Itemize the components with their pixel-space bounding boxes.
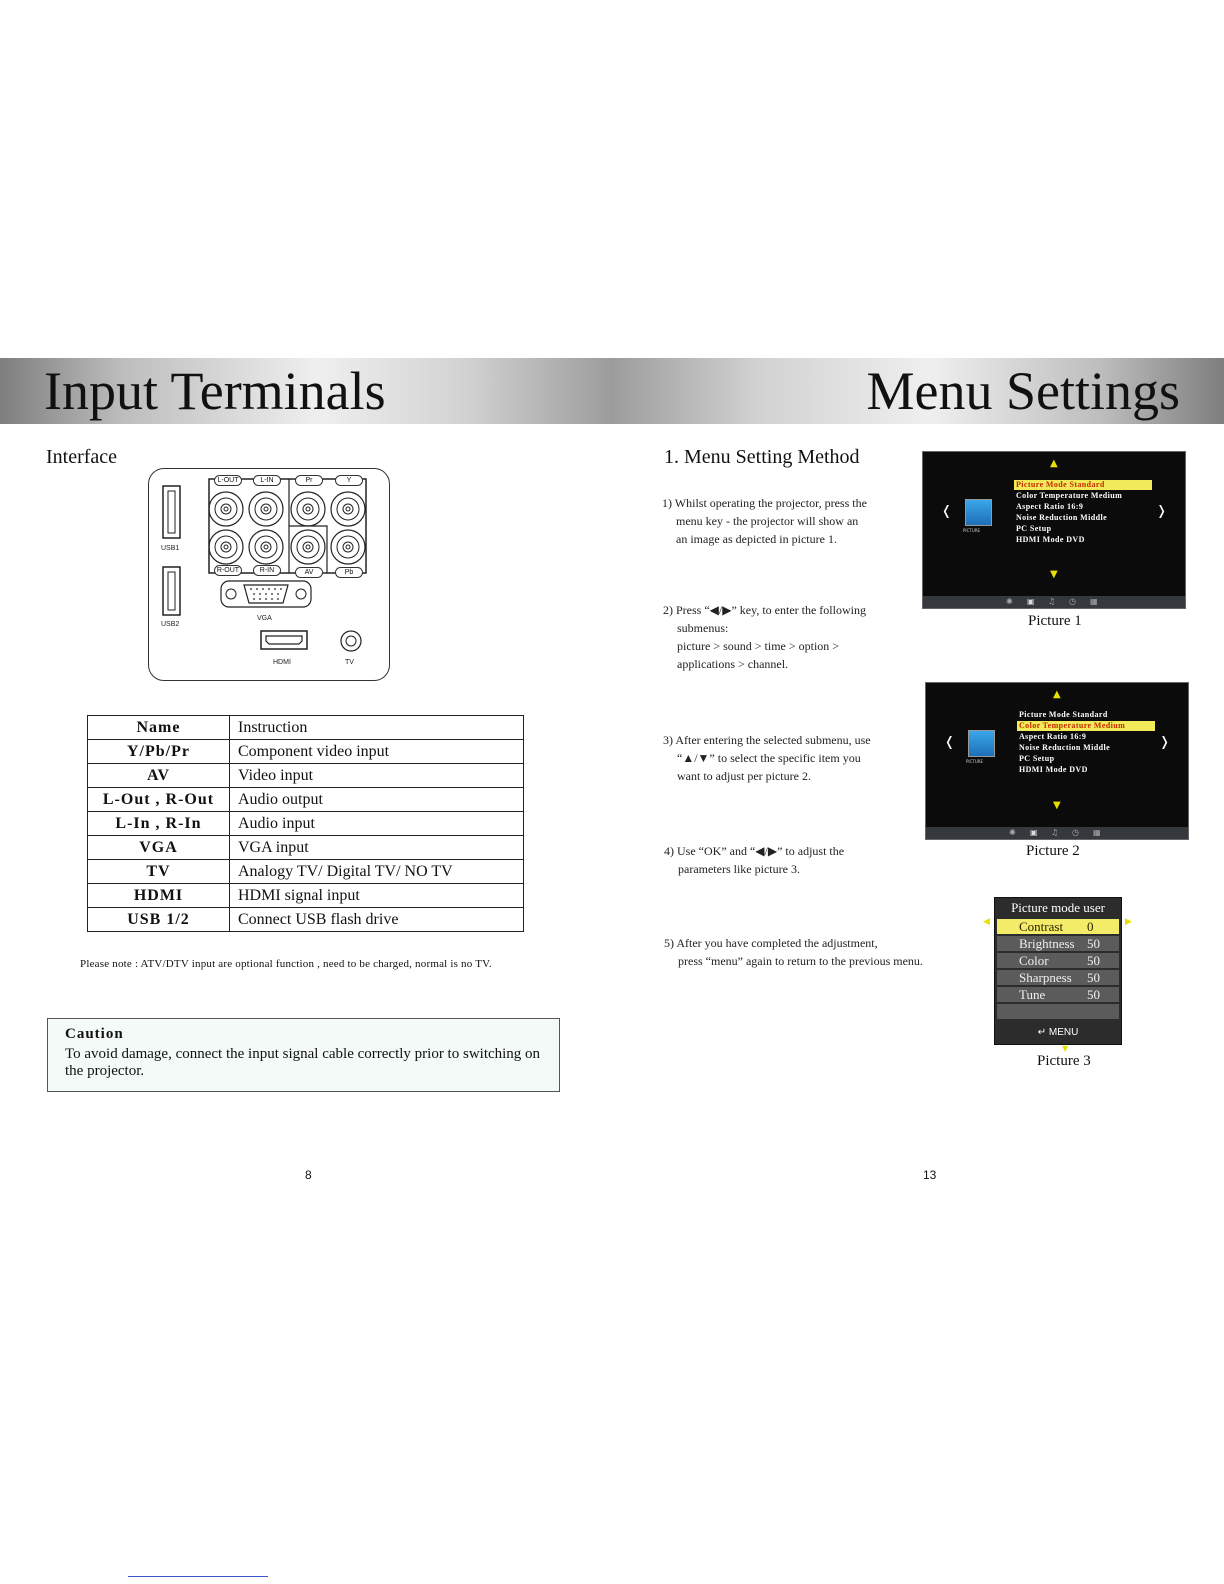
- jack-label-r-in: R-IN: [253, 565, 281, 576]
- sun-icon: ✺: [1006, 597, 1013, 606]
- table-header-instruction: Instruction: [230, 716, 524, 740]
- picture-tab-icon: ▣: [1027, 597, 1035, 606]
- table-row: [88, 860, 524, 884]
- sun-icon: ✺: [1009, 828, 1016, 837]
- step-1-line-2: menu key - the projector will show an: [676, 514, 859, 528]
- usb1-port-icon: [163, 486, 180, 538]
- picture-2-caption: Picture 2: [1026, 843, 1080, 859]
- right-page-title: Menu Settings: [866, 361, 1180, 421]
- picture-3-caption: Picture 3: [1037, 1053, 1091, 1069]
- caution-box: [47, 1018, 560, 1092]
- hdmi-label: HDMI: [273, 659, 291, 666]
- option-tab-icon: ▦: [1093, 828, 1101, 837]
- step-3-line-3: want to adjust per picture 2.: [677, 769, 811, 783]
- step-4-line-2: parameters like picture 3.: [678, 862, 800, 876]
- setting-value: 0: [1087, 919, 1094, 934]
- step-1-line-3: an image as depicted in picture 1.: [676, 532, 837, 546]
- table-cell-instruction: Component video input: [230, 740, 524, 764]
- picture-1-caption: Picture 1: [1028, 613, 1082, 629]
- table-row: [88, 836, 524, 860]
- menu-item: Color Temperature Medium: [1016, 491, 1123, 500]
- down-arrow-icon: ▼: [1053, 800, 1061, 811]
- caution-text: To avoid damage, connect the input signal cable correctly prior to switching on the projector.: [65, 1046, 541, 1079]
- menu-return-label: MENU: [1048, 1027, 1079, 1038]
- tv-option-note: Please note : ATV/DTV input are optional function , need to be charged, normal is no TV.: [80, 958, 492, 970]
- table-cell-instruction: Connect USB flash drive: [230, 908, 524, 932]
- tv-label: TV: [345, 659, 354, 666]
- sound-tab-icon: ♫: [1048, 597, 1056, 606]
- table-row: [88, 908, 524, 932]
- step-5: [664, 934, 923, 970]
- left-adjust-arrow-icon: ◀: [983, 917, 990, 927]
- setting-row-empty: [997, 1004, 1119, 1019]
- table-header-name: Name: [88, 716, 230, 740]
- caution-title: Caution: [65, 1026, 124, 1042]
- left-chevron-icon: ❬: [944, 735, 955, 750]
- menu-category-bar: [923, 596, 1185, 608]
- step-1: [662, 494, 867, 548]
- picture-category-icon: [965, 499, 992, 526]
- step-4: [664, 842, 844, 878]
- step-2-line-2: submenus:: [677, 621, 729, 635]
- table-row: [88, 764, 524, 788]
- time-tab-icon: ◷: [1072, 828, 1079, 837]
- table-cell-name: L-In , R-In: [88, 812, 230, 836]
- usb2-port-icon: [163, 567, 180, 615]
- time-tab-icon: ◷: [1069, 597, 1076, 606]
- down-arrow-icon: ▼: [1050, 569, 1058, 580]
- interface-heading: Interface: [46, 446, 118, 468]
- setting-value: 50: [1087, 953, 1100, 968]
- right-chevron-icon: ❭: [1159, 735, 1170, 750]
- step-5-line-2: press “menu” again to return to the previous menu.: [678, 954, 923, 968]
- left-page-title: Input Terminals: [44, 361, 386, 421]
- setting-value: 50: [1087, 970, 1100, 985]
- picture-2-screen: [925, 682, 1189, 840]
- setting-row: [997, 953, 1119, 968]
- picture-1-screen: [922, 451, 1186, 609]
- step-4-line-1: 4) Use “OK” and “◀/▶” to adjust the: [664, 844, 845, 858]
- step-2: [663, 601, 866, 673]
- table-cell-name: VGA: [88, 836, 230, 860]
- right-page-number: 13: [923, 1168, 937, 1182]
- interface-table: [87, 715, 524, 932]
- sound-tab-icon: ♫: [1051, 828, 1059, 837]
- menu-item: Picture Mode Standard: [1014, 480, 1152, 490]
- setting-row: [997, 936, 1119, 951]
- step-1-line-1: 1) Whilst operating the projector, press the: [662, 496, 867, 510]
- down-arrow-icon: ▼: [1062, 1044, 1069, 1053]
- table-cell-name: HDMI: [88, 884, 230, 908]
- jack-label-pb: Pb: [335, 567, 363, 578]
- table-cell-name: USB 1/2: [88, 908, 230, 932]
- setting-row: [997, 987, 1119, 1002]
- table-row: [88, 740, 524, 764]
- jack-label-y: Y: [335, 475, 363, 486]
- menu-method-heading: 1. Menu Setting Method: [664, 446, 860, 468]
- setting-label: Color: [1019, 953, 1049, 968]
- table-cell-name: Y/Pb/Pr: [88, 740, 230, 764]
- menu-item: HDMI Mode DVD: [1016, 535, 1085, 544]
- table-cell-name: L-Out , R-Out: [88, 788, 230, 812]
- left-chevron-icon: ❬: [941, 504, 952, 519]
- menu-item: HDMI Mode DVD: [1019, 765, 1088, 774]
- table-cell-instruction: Audio input: [230, 812, 524, 836]
- table-cell-instruction: Video input: [230, 764, 524, 788]
- setting-label: Brightness: [1019, 936, 1075, 951]
- right-adjust-arrow-icon: ▶: [1125, 917, 1132, 927]
- setting-value: 50: [1087, 987, 1100, 1002]
- table-row: [88, 884, 524, 908]
- jack-label-pr: Pr: [295, 475, 323, 486]
- step-2-line-4: applications > channel.: [677, 657, 789, 671]
- picture-3-title: Picture mode user: [995, 898, 1121, 918]
- menu-item: PC Setup: [1016, 524, 1052, 533]
- picture-tab-icon: ▣: [1030, 828, 1038, 837]
- setting-label: Contrast: [1019, 919, 1064, 934]
- setting-label: Sharpness: [1019, 970, 1072, 985]
- menu-item: Noise Reduction Middle: [1016, 513, 1108, 522]
- step-2-line-1: 2) Press “◀/▶” key, to enter the following: [663, 603, 866, 617]
- table-cell-instruction: Audio output: [230, 788, 524, 812]
- option-tab-icon: ▦: [1090, 597, 1098, 606]
- menu-item: Aspect Ratio 16:9: [1016, 502, 1084, 511]
- rca-jacks-icon: [209, 492, 365, 564]
- table-row: [88, 812, 524, 836]
- jack-label-l-in: L-IN: [253, 475, 281, 486]
- step-3: [663, 731, 871, 785]
- setting-row: [997, 919, 1119, 934]
- menu-item: PC Setup: [1019, 754, 1055, 763]
- vga-label: VGA: [257, 615, 272, 622]
- step-3-line-2: “▲/▼” to select the specific item you: [677, 751, 861, 765]
- tv-antenna-port-icon: [341, 631, 361, 651]
- menu-return-hint: [995, 1024, 1121, 1042]
- step-3-line-1: 3) After entering the selected submenu, use: [663, 733, 871, 747]
- table-row: [88, 788, 524, 812]
- table-cell-instruction: HDMI signal input: [230, 884, 524, 908]
- connector-panel: [148, 468, 390, 681]
- up-arrow-icon: ▲: [1050, 458, 1058, 469]
- picture-category-label: PICTURE: [963, 528, 981, 533]
- step-2-line-3: picture > sound > time > option >: [677, 639, 840, 653]
- table-cell-name: AV: [88, 764, 230, 788]
- menu-category-bar: [926, 827, 1188, 839]
- setting-row: [997, 970, 1119, 985]
- hdmi-port-icon: [261, 631, 307, 649]
- table-cell-instruction: VGA input: [230, 836, 524, 860]
- menu-item: Color Temperature Medium: [1017, 721, 1155, 731]
- table-cell-instruction: Analogy TV/ Digital TV/ NO TV: [230, 860, 524, 884]
- setting-value: 50: [1087, 936, 1100, 951]
- usb2-label: USB2: [161, 621, 180, 628]
- setting-label: Tune: [1019, 987, 1046, 1002]
- return-arrow-icon: ↵: [1037, 1027, 1047, 1038]
- footer-link-underline: [128, 1576, 268, 1577]
- menu-item: Noise Reduction Middle: [1019, 743, 1111, 752]
- table-cell-name: TV: [88, 860, 230, 884]
- usb1-label: USB1: [161, 545, 180, 552]
- jack-label-l-out: L-OUT: [214, 475, 242, 486]
- left-page-number: 8: [305, 1168, 312, 1182]
- menu-item: Aspect Ratio 16:9: [1019, 732, 1087, 741]
- menu-item: Picture Mode Standard: [1019, 710, 1108, 719]
- picture-category-icon: [968, 730, 995, 757]
- right-chevron-icon: ❭: [1156, 504, 1167, 519]
- jack-label-r-out: R-OUT: [214, 565, 242, 576]
- step-5-line-1: 5) After you have completed the adjustment,: [664, 936, 878, 950]
- jack-label-av: AV: [295, 567, 323, 578]
- picture-category-label: PICTURE: [966, 759, 984, 764]
- picture-3-menu: [994, 897, 1122, 1045]
- table-header-row: [88, 716, 524, 740]
- up-arrow-icon: ▲: [1053, 689, 1061, 700]
